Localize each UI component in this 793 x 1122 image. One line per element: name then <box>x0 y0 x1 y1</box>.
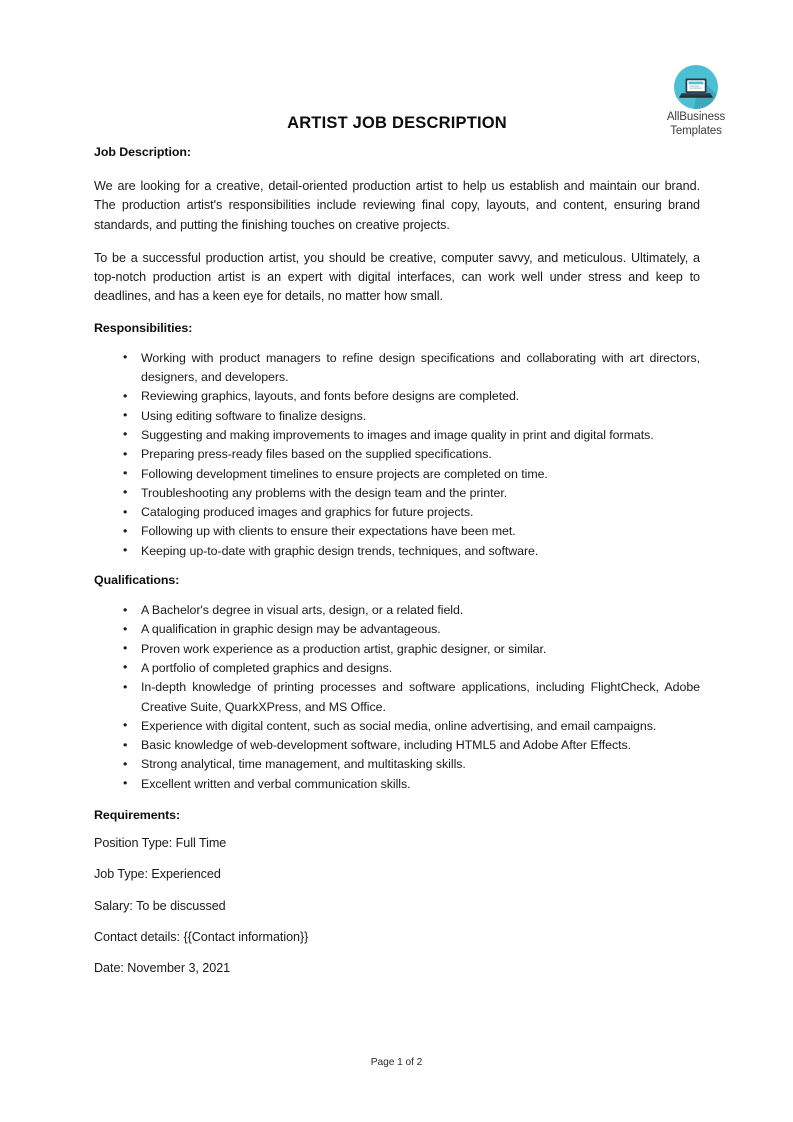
list-item-text: • Preparing press-ready files based on the supplied specifications. <box>141 447 492 462</box>
list-item <box>94 542 700 561</box>
list-item-text: • Using editing software to finalize designs. <box>141 408 367 423</box>
job-description-paragraph-2: To be a successful production artist, you should be creative, computer savvy, and meticulous. Ultimately, a top-notch production artist is an expert with digital interfaces, can work well under stress and keep to deadlines, and has a keen eye for details, no matter how small. <box>94 250 700 304</box>
list-item <box>94 755 700 774</box>
list-item-text: • Excellent written and verbal communication skills. <box>141 776 411 791</box>
section-heading-job-description: Job Description: <box>94 145 191 159</box>
list-item-text: • In-depth knowledge of printing processes and software applications, including FlightCheck, Adobe Creative Suite, QuarkXPress, and MS Office. <box>141 680 700 714</box>
page-footer: Page 1 of 2 <box>370 1057 423 1068</box>
list-item <box>94 407 700 426</box>
page-title: ARTIST JOB DESCRIPTION <box>287 114 507 132</box>
list-item <box>94 349 700 388</box>
list-item <box>94 484 700 503</box>
list-item-text: • Troubleshooting any problems with the design team and the printer. <box>141 485 508 500</box>
list-item <box>94 620 700 639</box>
list-item-text: • Following development timelines to ensure projects are completed on time. <box>141 466 548 481</box>
list-item-text: • Following up with clients to ensure their expectations have been met. <box>141 524 516 539</box>
document-content <box>94 0 700 979</box>
list-item <box>94 503 700 522</box>
list-item <box>94 465 700 484</box>
list-item-text: • Working with product managers to refine design specifications and collaborating with art directors, designers, and developers. <box>141 350 700 385</box>
list-item-text: • Suggesting and making improvements to images and image quality in print and digital formats. <box>141 427 654 442</box>
list-item <box>94 445 700 464</box>
requirement-contact-details: Contact details: {{Contact information}} <box>94 929 309 944</box>
qualifications-list <box>94 601 700 794</box>
requirement-salary: Salary: To be discussed <box>94 898 226 913</box>
list-item <box>94 736 700 755</box>
list-item-text: • Proven work experience as a production artist, graphic designer, or similar. <box>141 641 547 656</box>
list-item-text: • A Bachelor's degree in visual arts, design, or a related field. <box>141 603 464 618</box>
requirement-date: Date: November 3, 2021 <box>94 961 231 976</box>
list-item <box>94 775 700 794</box>
list-item <box>94 678 700 717</box>
logo-text-line2: Templates <box>670 124 722 137</box>
list-item-text: • Strong analytical, time management, and multitasking skills. <box>141 757 466 772</box>
section-heading-requirements: Requirements: <box>94 808 181 823</box>
list-item <box>94 640 700 659</box>
list-item-text: • Cataloging produced images and graphics for future projects. <box>141 505 474 520</box>
list-item-text: • Keeping up-to-date with graphic design trends, techniques, and software. <box>141 543 539 558</box>
list-item <box>94 601 700 620</box>
responsibilities-list <box>94 349 700 561</box>
list-item <box>94 387 700 406</box>
list-item <box>94 717 700 736</box>
list-item <box>94 522 700 541</box>
section-heading-responsibilities: Responsibilities: <box>94 320 193 335</box>
list-item-text: • A qualification in graphic design may be advantageous. <box>141 622 441 637</box>
list-item-text: • Reviewing graphics, layouts, and fonts before designs are completed. <box>141 389 520 404</box>
section-heading-qualifications: Qualifications: <box>94 573 180 588</box>
job-description-paragraph-1: We are looking for a creative, detail-oriented production artist to help us establish and maintain our brand. The production artist's responsibilities include reviewing final copy, layouts, and content, ensuring brand standards, and putting the finishing touches on creative projects. <box>94 179 700 232</box>
requirement-position-type: Position Type: Full Time <box>94 836 227 851</box>
requirement-job-type: Job Type: Experienced <box>94 867 221 882</box>
list-item <box>94 659 700 678</box>
list-item-text: • Experience with digital content, such as social media, online advertising, and email campaigns. <box>141 718 657 733</box>
list-item-text: • A portfolio of completed graphics and designs. <box>141 660 393 675</box>
list-item-text: • Basic knowledge of web-development software, including HTML5 and Adobe After Effects. <box>141 738 632 753</box>
logo-text-line1: AllBusiness <box>666 111 726 123</box>
list-item <box>94 426 700 445</box>
